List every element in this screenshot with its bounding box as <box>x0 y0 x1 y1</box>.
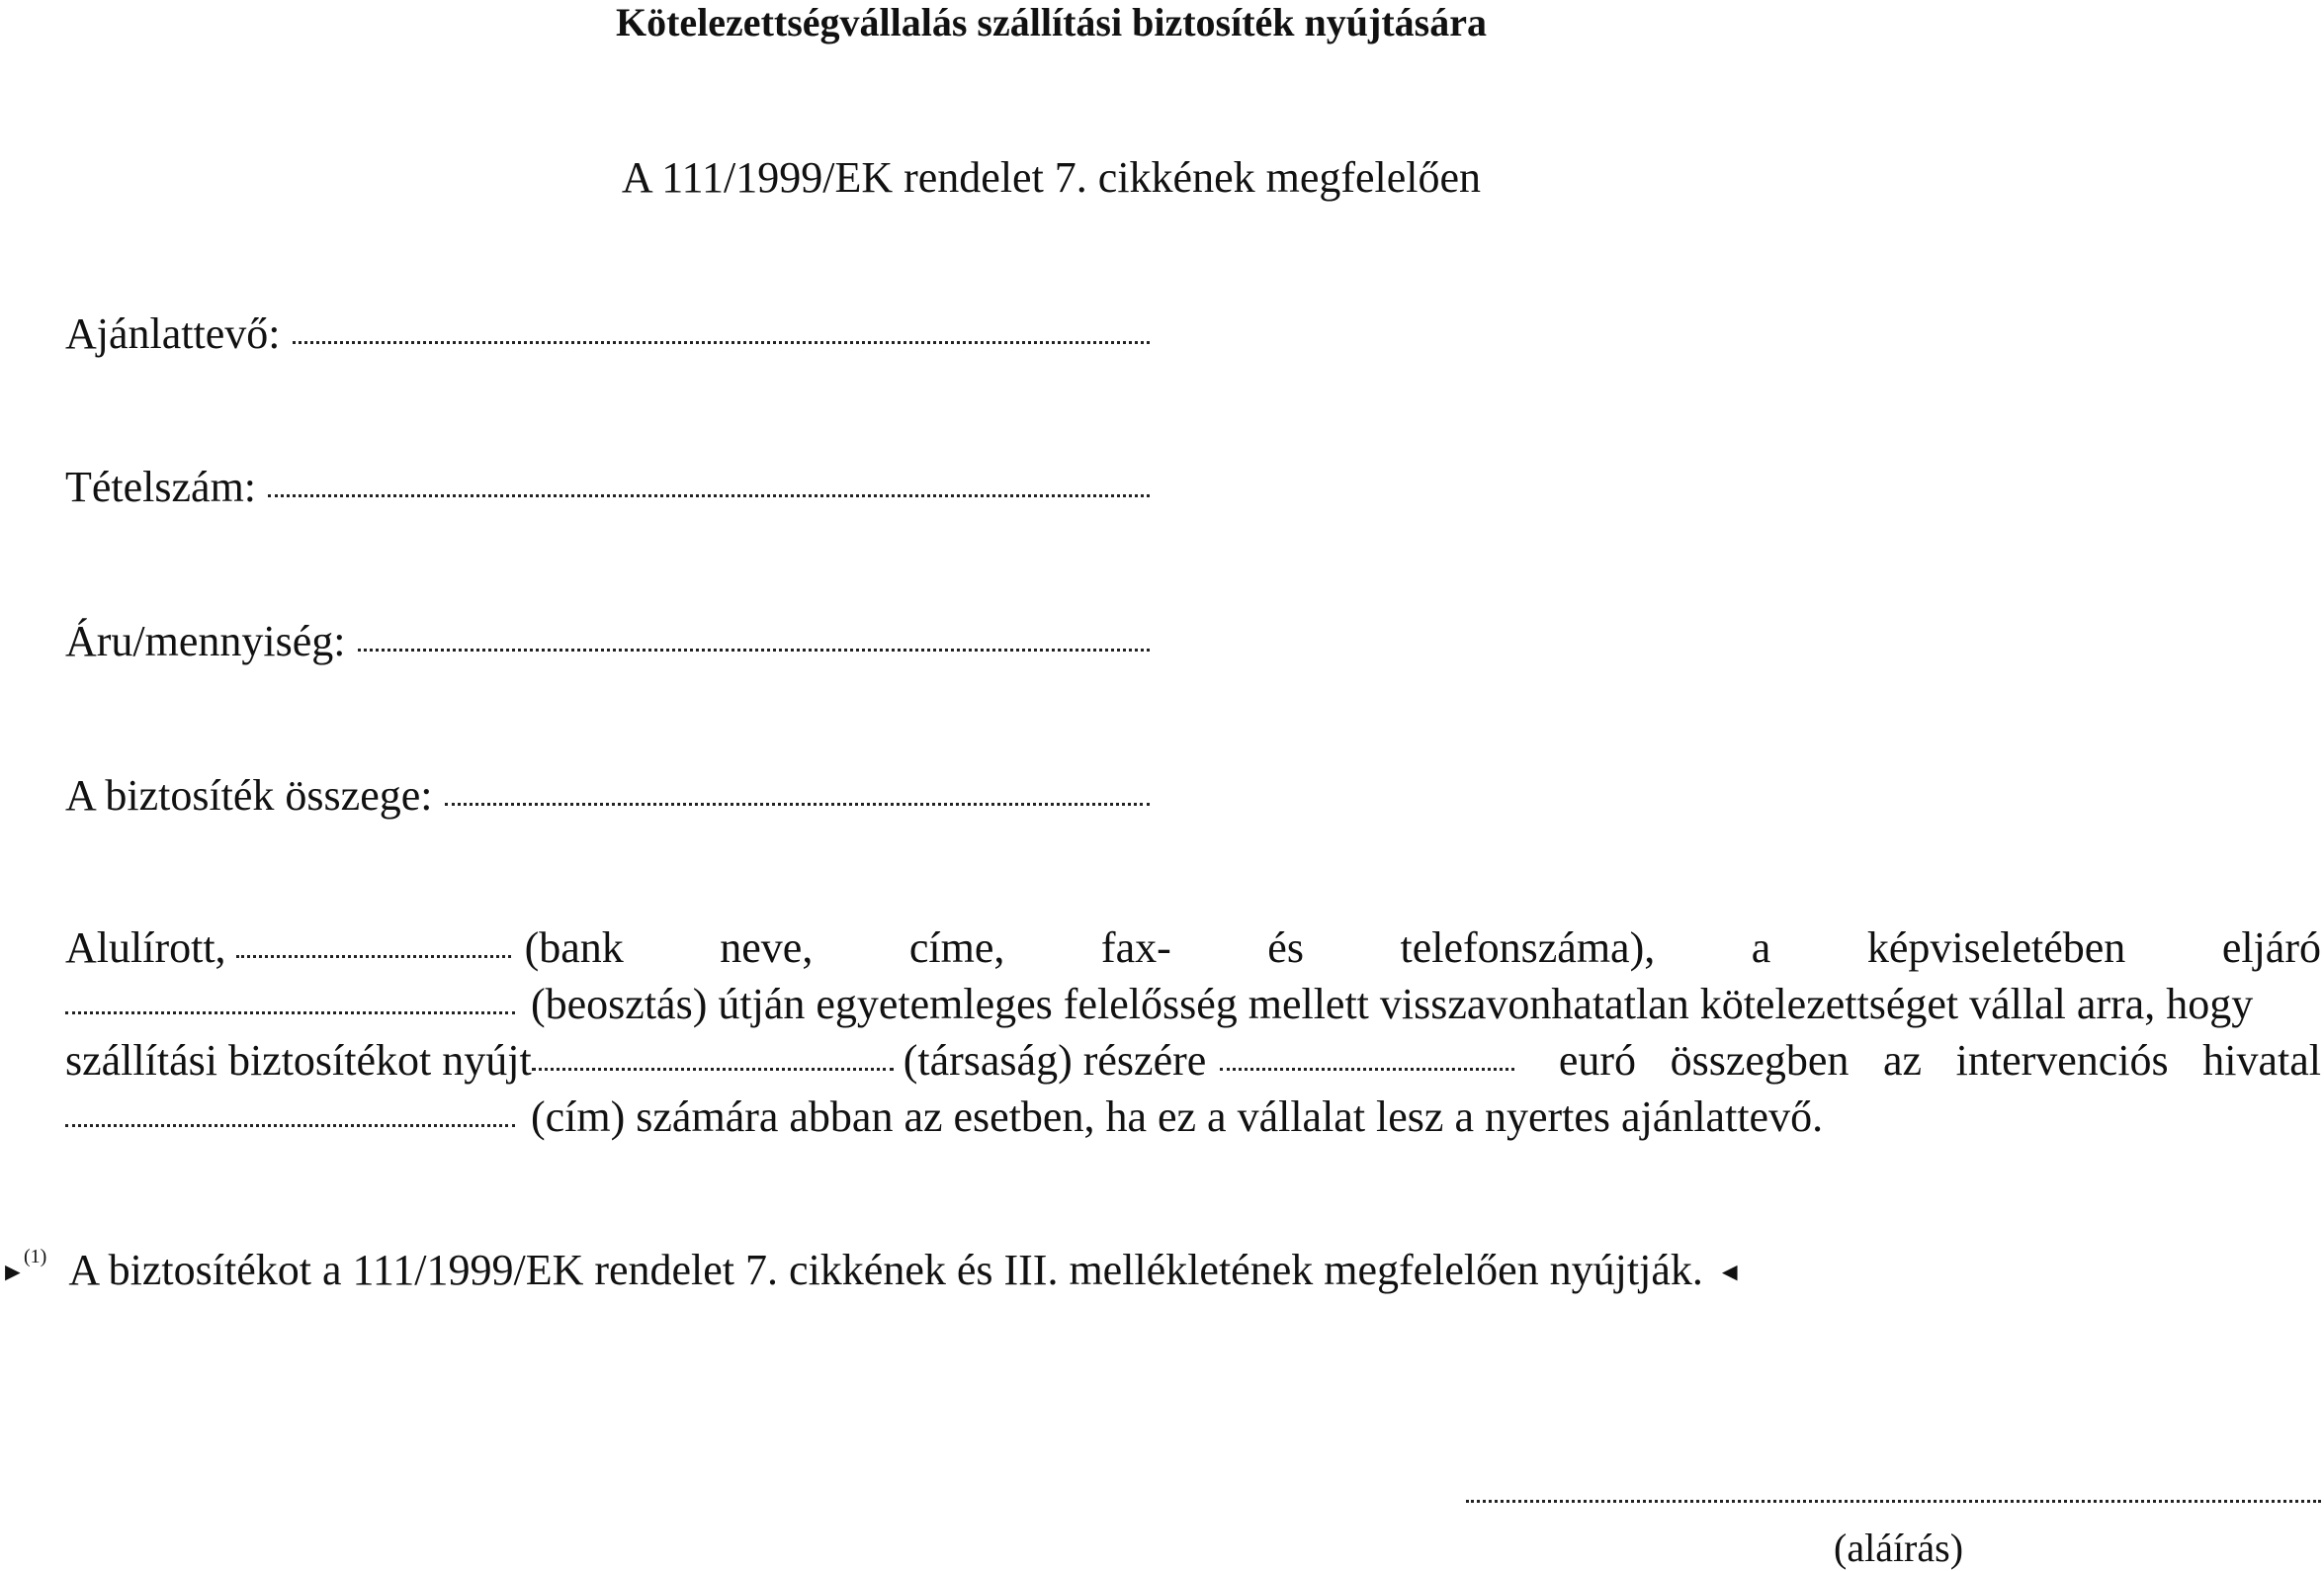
field-security-amount <box>65 771 1150 821</box>
paragraph-word: telefonszáma), <box>1400 923 1656 972</box>
paragraph-line-2 <box>65 976 2321 1032</box>
paragraph-word: címe, <box>908 923 1005 972</box>
paragraph-line-3 <box>65 1032 2321 1089</box>
paragraph-word: összegben <box>1670 1036 1850 1085</box>
field-lot-number-dotted-line[interactable] <box>268 494 1150 497</box>
undertaking-paragraph <box>65 919 2321 1145</box>
document-title: Kötelezettségvállalás szállítási biztosíték nyújtására <box>616 0 1487 44</box>
field-security-amount-label: A biztosíték összege: <box>65 771 433 820</box>
company-blank[interactable] <box>532 1068 894 1071</box>
amendment-text: A biztosítékot a 111/1999/EK rendelet 7. cikkének és III. mellékletének megfelelően nyújtják. <box>68 1246 1703 1294</box>
paragraph-text: (cím) számára abban az esetben, ha ez a vállalat lesz a nyertes ajánlattevő. <box>531 1092 1824 1141</box>
paragraph-line-1 <box>65 919 2321 976</box>
paragraph-text: (társaság) részére <box>903 1036 1207 1085</box>
field-bidder-label: Ajánlattevő: <box>65 309 281 358</box>
field-goods-quantity-dotted-line[interactable] <box>358 649 1150 652</box>
field-goods-quantity <box>65 617 1150 666</box>
paragraph-word: fax- <box>1100 923 1171 972</box>
field-bidder-dotted-line[interactable] <box>293 341 1151 344</box>
amendment-end-marker-icon: ◄ <box>1716 1258 1743 1286</box>
paragraph-word: (bank <box>524 923 624 972</box>
field-bidder <box>65 309 1150 359</box>
paragraph-word: euró <box>1558 1036 1637 1085</box>
field-security-amount-dotted-line[interactable] <box>445 803 1151 806</box>
field-goods-quantity-label: Áru/mennyiség: <box>65 617 346 665</box>
paragraph-line-4 <box>65 1089 2321 1145</box>
footnote-reference[interactable]: (1) <box>24 1246 47 1267</box>
field-lot-number-label: Tételszám: <box>65 463 257 511</box>
signature-dotted-line[interactable] <box>1466 1500 2321 1503</box>
undersigned-label: Alulírott, <box>65 923 226 972</box>
paragraph-word: neve, <box>720 923 814 972</box>
paragraph-word: a <box>1751 923 1771 972</box>
bank-name-blank[interactable] <box>236 955 511 958</box>
paragraph-word: és <box>1267 923 1304 972</box>
amount-blank[interactable] <box>1220 1068 1514 1071</box>
paragraph-word: az <box>1883 1036 1923 1085</box>
document-subtitle: A 111/1999/EK rendelet 7. cikkének megfelelően <box>621 153 1482 202</box>
amendment-start-marker-icon: ► <box>0 1258 26 1286</box>
agency-address-blank[interactable] <box>65 1124 515 1127</box>
paragraph-text: szállítási biztosítékot nyújt <box>65 1036 532 1085</box>
paragraph-word: eljáró <box>2221 923 2321 972</box>
signature-caption: (aláírás) <box>1834 1526 1964 1570</box>
field-lot-number <box>65 463 1150 512</box>
position-blank[interactable] <box>65 1011 515 1014</box>
paragraph-word: képviseletében <box>1866 923 2126 972</box>
paragraph-text: (beosztás) útján egyetemleges felelősség mellett visszavonhatatlan kötelezettséget vállal arra, hogy <box>531 980 2254 1028</box>
amendment-note <box>0 1246 1743 1303</box>
paragraph-word: intervenciós <box>1955 1036 2169 1085</box>
paragraph-word: hivatal <box>2202 1036 2321 1085</box>
